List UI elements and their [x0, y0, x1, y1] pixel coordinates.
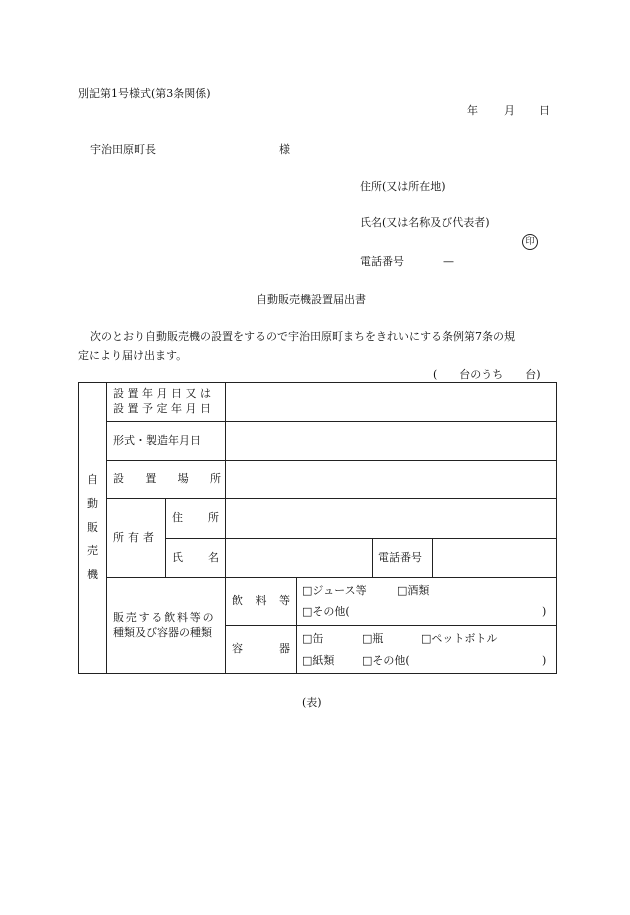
- date-month: 月: [504, 104, 515, 117]
- col-line: [296, 577, 297, 674]
- location-char: 置: [145, 472, 157, 486]
- drink-type-line1: 販売する飲料等の: [113, 610, 216, 624]
- col-line: [372, 538, 373, 578]
- table-border-right: [556, 382, 557, 674]
- beverage-char: 飲: [232, 594, 243, 608]
- owner-phone-label: 電話番号: [378, 550, 422, 564]
- checkbox-pet-bottle[interactable]: □ペットボトル: [421, 632, 498, 645]
- side-char: 販: [87, 520, 98, 534]
- container-char: 器: [279, 642, 290, 656]
- install-date-label: [113, 383, 223, 421]
- owner-label: [113, 499, 158, 577]
- owner-name-char: 氏: [172, 550, 183, 564]
- checkbox-container-other[interactable]: □その他(: [362, 654, 410, 667]
- owner-text: 所有者: [113, 530, 158, 544]
- model-date-label: 形式・製造年月日: [113, 433, 201, 447]
- body-text-line2: 定により届け出ます。: [78, 349, 188, 362]
- location-char: 所: [209, 472, 221, 486]
- owner-name-field[interactable]: [226, 539, 371, 576]
- install-date-line2: 設置予定年月日: [113, 402, 215, 415]
- beverage-other-close: ): [542, 605, 547, 618]
- beverage-char: 料: [255, 594, 267, 608]
- beverage-char: 等: [279, 594, 290, 608]
- container-char: 容: [232, 642, 243, 656]
- side-char: 機: [87, 568, 98, 582]
- container-label: [232, 626, 290, 673]
- side-char: 動: [87, 496, 98, 510]
- container-other-close: ): [542, 654, 547, 667]
- owner-address-char: 住: [172, 511, 183, 525]
- seal-mark: 印: [522, 234, 538, 250]
- phone-label: 電話番号: [360, 255, 404, 268]
- owner-address-field[interactable]: [226, 499, 555, 537]
- body-text-line1: 次のとおり自動販売機の設置をするので宇治田原町まちをきれいにする条例第7条の規: [90, 330, 515, 343]
- drink-type-label: [113, 578, 215, 673]
- owner-phone-field[interactable]: [433, 539, 555, 576]
- checkbox-paper[interactable]: □紙類: [302, 654, 335, 667]
- checkbox-bottle[interactable]: □瓶: [362, 632, 384, 645]
- col-line: [106, 382, 107, 674]
- install-date-field[interactable]: [226, 383, 555, 420]
- side-char: 売: [87, 544, 98, 558]
- date-day: 日: [539, 104, 550, 117]
- checkbox-beverage-other[interactable]: □その他(: [302, 605, 350, 618]
- beverage-label: [232, 578, 290, 625]
- side-char: 自: [87, 472, 98, 486]
- checkbox-alcohol[interactable]: □酒類: [397, 584, 430, 597]
- owner-name-label: [172, 539, 219, 577]
- owner-address-char: 所: [208, 511, 219, 525]
- drink-type-line2: 種類及び容器の種類: [113, 625, 212, 639]
- table-border-bottom: [78, 673, 556, 674]
- install-date-line1: 設置年月日又は: [113, 387, 215, 401]
- document-title: 自動販売機設置届出書: [256, 293, 366, 306]
- checkbox-can[interactable]: □缶: [302, 632, 324, 645]
- addressee-name: 宇治田原町長: [90, 143, 156, 156]
- location-char: 設: [113, 472, 124, 486]
- addressee-honorific: 様: [279, 143, 290, 156]
- location-label: [113, 461, 221, 498]
- page-footer: (表): [302, 696, 322, 709]
- model-date-field[interactable]: [226, 422, 555, 459]
- count-note: ( 台のうち 台): [433, 368, 541, 381]
- location-char: 場: [177, 472, 189, 486]
- address-label: 住所(又は所在地): [360, 180, 446, 193]
- owner-address-label: [172, 499, 219, 538]
- col-line: [165, 498, 166, 578]
- phone-dash: —: [443, 255, 454, 268]
- location-field[interactable]: [226, 461, 555, 497]
- owner-name-char: 名: [208, 550, 219, 564]
- vending-machine-side-label: [79, 383, 106, 673]
- form-label: 別記第1号様式(第3条関係): [78, 87, 211, 100]
- name-label: 氏名(又は名称及び代表者): [360, 216, 490, 229]
- checkbox-juice[interactable]: □ジュース等: [302, 584, 367, 597]
- date-year: 年: [467, 104, 478, 117]
